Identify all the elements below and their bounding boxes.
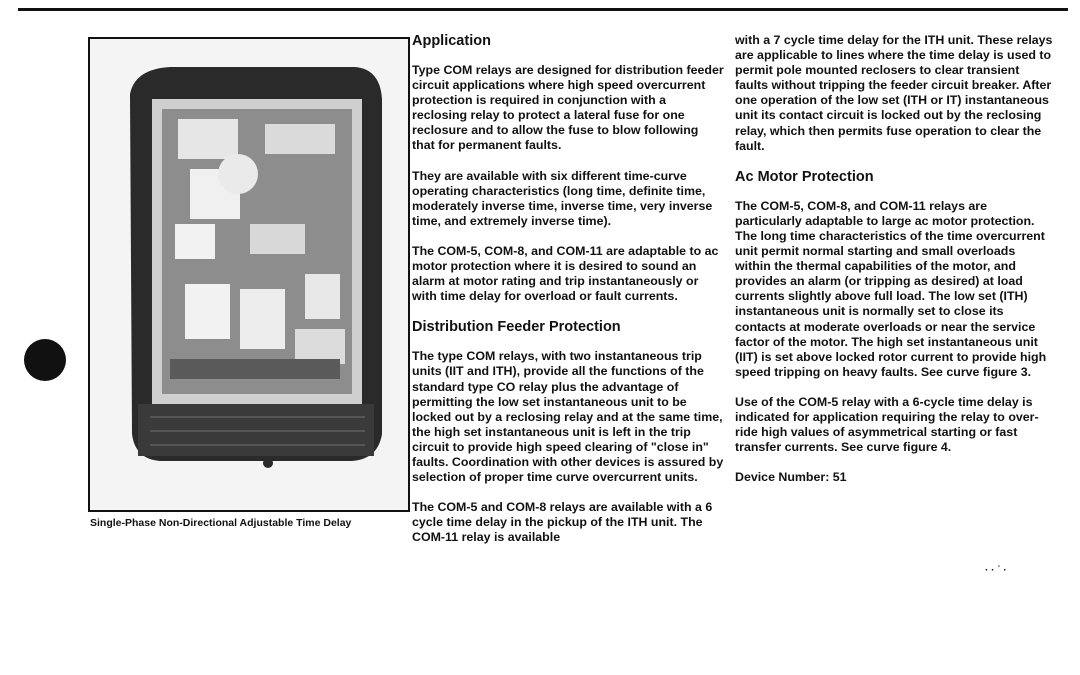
device-number: Device Number: 51 xyxy=(735,470,847,485)
application-heading: Application xyxy=(412,33,491,49)
distribution-heading: Distribution Feeder Protection xyxy=(412,319,621,336)
print-specks: · · ˙ · xyxy=(985,565,1007,576)
top-rule xyxy=(18,8,1068,11)
distribution-paragraph-2: The COM-5 and COM-8 relays are available with a 6 cycle time delay in the pickup of the ITH unit. The COM-11 relay is available xyxy=(412,500,713,545)
application-paragraph-3: The COM-5, COM-8, and COM-11 are adaptable to ac motor protection where it is desired to sound an alarm at motor rating and trip instantaneously or with time delay for overload or fault currents. xyxy=(412,243,719,304)
application-paragraph-2: They are available with six different time-curve operating characteristics (long time, definite time, moderately inverse time, inverse time, very inverse time, and extremely inverse time). xyxy=(412,168,713,228)
column-left xyxy=(412,33,724,560)
punch-hole xyxy=(24,339,66,381)
figure-caption: Single-Phase Non-Directional Adjustable Time Delay xyxy=(90,517,352,529)
motor-heading: Ac Motor Protection xyxy=(735,168,874,185)
continuation-paragraph: with a 7 cycle time delay for the ITH unit. These relays are applicable to lines where the time delay is used to permit pole mounted reclosers to clear transient faults without tripping the feeder circuit breaker. After one operation of the low set (ITH or IT) instantaneous unit its contact circuit is locked out by the reclosing relay, which then permits fuse operation to clear the fault. xyxy=(735,33,1053,153)
motor-paragraph-2: Use of the COM-5 relay with a 6-cycle time delay is indicated for application requiring the relay to over-ride high values of asymmetrical starting or fast transfer currents. See curve figure 4. xyxy=(735,394,1039,455)
motor-paragraph-1: The COM-5, COM-8, and COM-11 relays are particularly adaptable to large ac motor protection. The long time characteristics of the time overcurrent unit permit normal starting and small overloads within the thermal capabilities of the motor, and provides an alarm (or tripping as desired) at load currents slightly above full load. The low set (ITH) instantaneous unit is normally set to close its contacts at moderate overloads or near the service factor of the motor. The high set instantaneous unit (IIT) is set above locked rotor current to provide high speed tripping on heavy faults. See curve figure 3. xyxy=(735,198,1047,379)
distribution-paragraph-1: The type COM relays, with two instantaneous trip units (IIT and ITH), provide all the functions of the standard type CO relay plus the advantage of permitting the low set instantaneous unit to be locked out by a reclosing relay and at the same time, the high set instantaneous unit is left in the trip circuit to provide high speed clearing of "close in" faults. Coordination with other devices is assured by selection of proper time curve overcurrent units. xyxy=(412,349,724,485)
relay-photo xyxy=(88,37,410,512)
application-paragraph-1: Type COM relays are designed for distribution feeder circuit applications where high speed overcurrent protection is required in conjunction with a reclosing relay to protect a lateral fuse for one reclosure and to allow the fuse to blow following that for permanent faults. xyxy=(412,63,724,153)
column-right xyxy=(735,33,1053,485)
